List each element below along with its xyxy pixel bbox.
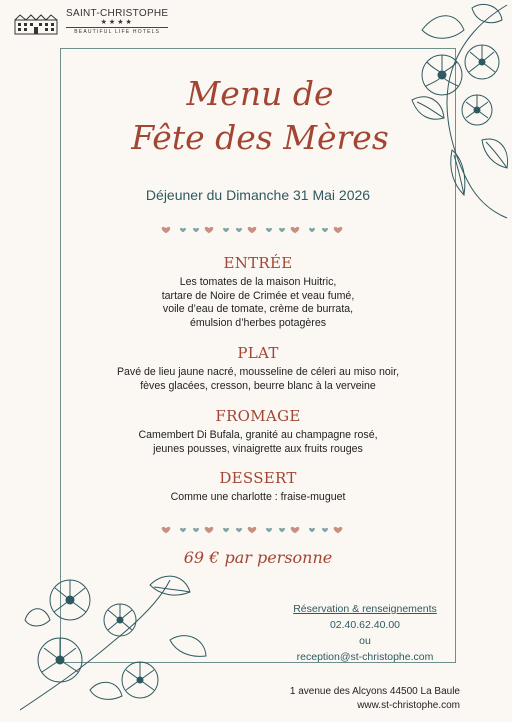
section-plat — [60, 344, 456, 393]
heart-icon — [248, 527, 257, 533]
street-address: 1 avenue des Alcyons 44500 La Baule — [289, 686, 460, 697]
reservation-heading: Réservation & renseignements — [293, 603, 437, 615]
heart-icon — [334, 227, 343, 233]
dish-line: Camembert Di Bufala, granité au champagne rosé, — [138, 429, 378, 441]
heart-icon — [279, 228, 285, 232]
brand-tagline: BEAUTIFUL LIFE HOTELS — [66, 27, 168, 35]
heart-icon — [162, 227, 171, 233]
heart-icon — [236, 228, 242, 232]
heart-icon — [205, 527, 214, 533]
event-date: Déjeuner du Dimanche 31 Mai 2026 — [145, 187, 371, 203]
dish-line: voile d’eau de tomate, crème de burrata, — [162, 303, 354, 315]
heart-icon — [291, 227, 300, 233]
section-fromage — [60, 407, 456, 456]
dish-line: fèves glacées, cresson, beurre blanc à la verveine — [140, 379, 376, 392]
heart-icon — [322, 228, 328, 232]
heart-icon — [180, 528, 186, 532]
dish-line: jeunes pousses, vinaigrette aux fruits rouges — [153, 442, 363, 455]
section-title: DESSERT — [219, 469, 297, 487]
or-separator: ou — [359, 635, 371, 647]
email-address[interactable]: reception@st-christophe.com — [296, 651, 434, 663]
section-dessert — [60, 469, 456, 505]
dish-line: émulsion d’herbes potagères — [189, 316, 327, 329]
heart-icon — [193, 228, 199, 232]
section-entree — [60, 254, 456, 330]
website-link[interactable]: www.st-christophe.com — [357, 700, 460, 711]
heart-icon — [309, 228, 315, 232]
heart-icon — [223, 228, 229, 232]
hotel-building-icon — [14, 12, 58, 36]
contact-block — [250, 601, 480, 665]
address-block — [290, 685, 460, 713]
heart-icon — [266, 528, 272, 532]
heart-icon — [334, 527, 343, 533]
hearts-divider-bottom — [158, 523, 358, 537]
menu-title-line1: Menu de — [186, 74, 334, 113]
heart-icon — [193, 528, 199, 532]
heart-icon — [205, 227, 214, 233]
hotel-logo — [14, 8, 168, 36]
hearts-divider-top — [158, 223, 358, 237]
price: 69 € par personne — [183, 548, 333, 567]
heart-icon — [279, 528, 285, 532]
floral-illustration-bottom-left — [20, 560, 210, 722]
dish-line: tartare de Noire de Crimée et veau fumé, — [161, 289, 355, 302]
brand-name: SAINT-CHRISTOPHE — [66, 8, 169, 19]
heart-icon — [322, 528, 328, 532]
menu-title-line2: Fête des Mères — [131, 118, 389, 157]
dish-line: Les tomates de la maison Huitric, — [179, 276, 337, 288]
brand-stars: ★★★★ — [100, 19, 134, 26]
heart-icon — [291, 527, 300, 533]
section-title: FROMAGE — [215, 407, 301, 425]
dish-line: Comme une charlotte : fraise-muguet — [170, 491, 346, 503]
heart-icon — [236, 528, 242, 532]
section-title: PLAT — [237, 344, 279, 362]
heart-icon — [162, 527, 171, 533]
phone-number[interactable]: 02.40.62.40.00 — [329, 619, 401, 631]
heart-icon — [309, 528, 315, 532]
heart-icon — [223, 528, 229, 532]
dish-line: Pavé de lieu jaune nacré, mousseline de céleri au miso noir, — [116, 366, 400, 378]
section-title: ENTRÉE — [223, 254, 293, 272]
heart-icon — [248, 227, 257, 233]
heart-icon — [266, 228, 272, 232]
heart-icon — [180, 228, 186, 232]
